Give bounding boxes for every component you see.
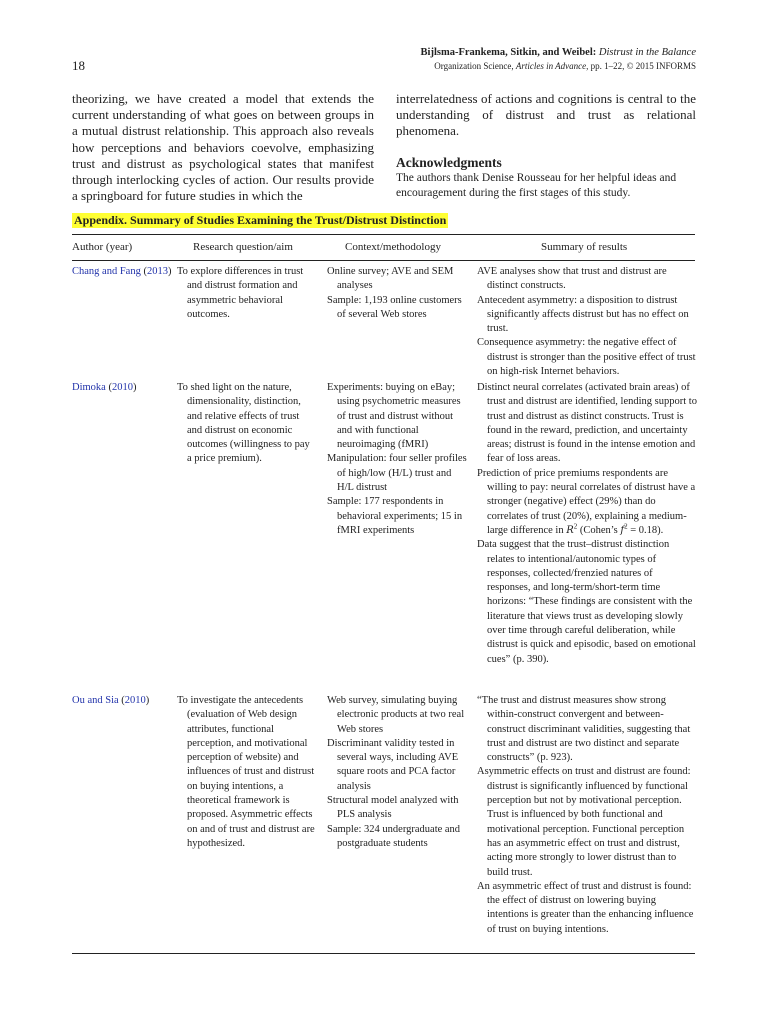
r-squared-symbol: R [566, 524, 574, 536]
f-squared-symbol: f [620, 524, 625, 536]
row-3-results [477, 694, 697, 937]
header-journal-suffix: pp. 1–22, © 2015 INFORMS [590, 61, 696, 71]
row-2-aim-text: To shed light on the nature, dimensionality, distinction, and relative effects of trust and distrust on economic outcomes (willingness to pay a price premium). [177, 382, 310, 465]
table-bottom-rule [72, 953, 695, 954]
running-header-journal [434, 61, 696, 71]
row-3-result-3: An asymmetric effect of trust and distrust is found: the effect of distrust on lowering buying intentions is greater than the enhancing influence of trust on buying intentions. [477, 880, 694, 935]
row-1-aim-text: To explore differences in trust and distrust formation and asymmetric behavioral outcomes. [177, 266, 304, 320]
row-3-method-4: Sample: 324 undergraduate and postgraduate students [327, 823, 461, 849]
column-header-aim: Research question/aim [193, 241, 293, 253]
row-3-result-2: Asymmetric effects on trust and distrust are found: distrust is significantly influenced by functional perception but not by motivational perception. Trust is influenced by both functional and motivational perception. Functional perception has an asymmetric effect on trust and distrust, acting more strongly to lower distrust than to build trust. [477, 766, 691, 878]
row-1-method-1: Online survey; AVE and SEM analyses [327, 266, 454, 292]
row-2-result-1: Distinct neural correlates (activated brain areas) of trust and distrust are identified, lending support to trust and distrust as distinct constructs. Trust is found in the reward, prediction, and uncertainty areas; distrust is found in the intense emotion and fear of loss areas. [477, 382, 697, 465]
column-header-results: Summary of results [541, 241, 628, 253]
appendix-title: Appendix. Summary of Studies Examining the Trust/Distrust Distinction [74, 213, 447, 227]
page-number: 18 [72, 58, 85, 73]
row-3-method-3: Structural model analyzed with PLS analysis [327, 795, 459, 821]
row-2-author-year[interactable]: 2010 [111, 382, 133, 393]
row-1-author-name[interactable]: Chang and Fang [72, 266, 141, 277]
row-2-result-2-text: Prediction of price premiums respondents are willing to pay: neural correlates of distrust have a stronger (negative) effect (29%) than do correlates of trust (20%), explaining a medium-large difference in [477, 467, 696, 536]
header-authors: Bijlsma-Frankema, Sitkin, and Weibel: [420, 47, 597, 58]
left-column-paragraph: theorizing, we have created a model that extends the current understanding of what goes on between groups in a mutual distrust relationship. This approach also reveals how perceptions and behaviors coevolve, emphasizing trust and distrust as psychological states that manifest through interlocking cycles of action. Our results provide a springboard for future studies in which the [72, 91, 374, 204]
row-3-aim [177, 694, 317, 851]
row-1-method [327, 265, 467, 322]
row-2-author: Dimoka (2010) [72, 382, 137, 393]
row-1-aim [177, 265, 317, 322]
row-3-method-1: Web survey, simulating buying electronic products at two real Web stores [327, 695, 465, 735]
acknowledgments-text: The authors thank Denise Rousseau for her helpful ideas and encouragement during the first stages of this study. [396, 172, 677, 199]
header-journal-prefix: Organization Science, [434, 61, 514, 71]
row-2-aim [177, 381, 317, 467]
table-header-rule [72, 260, 695, 261]
column-header-method: Context/methodology [345, 241, 441, 253]
row-3-author-year[interactable]: 2010 [124, 695, 146, 706]
row-2-method-3: Sample: 177 respondents in behavioral experiments; 15 in fMRI experiments [327, 496, 463, 536]
row-3-author-name[interactable]: Ou and Sia [72, 695, 119, 706]
acknowledgments-heading: Acknowledgments [396, 155, 502, 170]
row-2-result-3: Data suggest that the trust–distrust distinction relates to intentional/autonomic types of responses, collected/frenzied natures of responses, and long-term/short-term time horizons: “These findings are consistent with the literature that views trust as developing slowly over time through careful deliberation, while distrust is quick and episodic, based on emotional cues” (p. 390). [477, 539, 696, 665]
row-2-result-2 [477, 467, 697, 538]
row-2-method-1: Experiments: buying on eBay; using psychometric measures of trust and distrust without and with functional neuroimaging (fMRI) [327, 382, 461, 451]
row-2-result-2-end: = 0.18). [627, 524, 664, 536]
f-squared-exponent: 2 [624, 522, 628, 531]
row-2-result-2-mid: (Cohen’s [577, 524, 621, 536]
header-article-title: Distrust in the Balance [598, 47, 696, 58]
row-1-result-3: Consequence asymmetry: the negative effect of distrust is stronger than the positive effect of trust on high-risk Internet behaviors. [477, 337, 696, 378]
column-header-author: Author (year) [72, 241, 133, 253]
right-column-paragraph: interrelatedness of actions and cognitions is central to the understanding of distrust and trust as relational phenomena. [396, 91, 696, 139]
row-3-author: Ou and Sia (2010) [72, 695, 150, 706]
row-2-results [477, 381, 697, 667]
row-1-result-1: AVE analyses show that trust and distrust are distinct constructs. [477, 266, 667, 292]
row-3-method [327, 694, 467, 851]
table-top-rule [72, 234, 695, 235]
row-2-method-2: Manipulation: four seller profiles of high/low (H/L) trust and H/L distrust [327, 453, 467, 494]
row-1-results [477, 265, 697, 379]
r-squared-exponent: 2 [573, 522, 578, 531]
row-3-result-1: “The trust and distrust measures show strong within-construct convergent and between-construct discriminant validities, suggesting that trust and distrust are two distinct and separate constructs” (p. 923). [477, 695, 691, 764]
row-1-method-2: Sample: 1,193 online customers of several Web stores [327, 294, 462, 320]
row-1-author-year[interactable]: 2013 [146, 266, 168, 277]
row-2-method [327, 381, 467, 538]
row-2-author-name[interactable]: Dimoka [72, 382, 106, 393]
row-3-method-2: Discriminant validity tested in several ways, including AVE square roots and PCA factor analysis [327, 737, 459, 792]
row-1-author: Chang and Fang (2013) [72, 266, 172, 277]
row-3-aim-text: To investigate the antecedents (evaluation of Web design attributes, functional perception, and motivational perception of website) and influences of trust and distrust on buying intentions, a theoretical framework is proposed. Asymmetric effects on and of trust and distrust are hypothesized. [177, 695, 315, 849]
row-1-result-2: Antecedent asymmetry: a disposition to distrust significantly affects distrust but has no effect on trust. [477, 294, 689, 335]
header-journal-italic: Articles in Advance, [515, 61, 589, 71]
running-header-title [421, 47, 696, 58]
